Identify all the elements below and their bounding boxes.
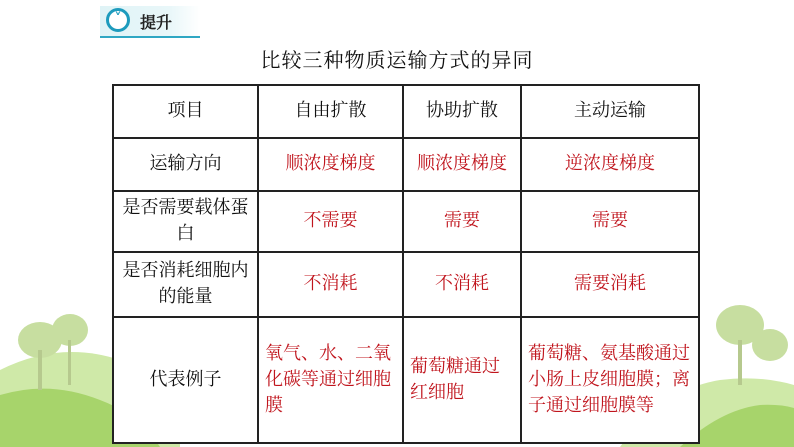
top-bar <box>0 0 794 40</box>
row-label: 代表例子 <box>113 317 258 443</box>
badge-underline <box>100 36 200 38</box>
table-row <box>113 191 699 252</box>
column-header: 自由扩散 <box>258 85 403 138</box>
table-row <box>113 252 699 317</box>
section-badge-label: 提升 <box>140 13 173 32</box>
chevron-down-icon: ˅ <box>106 8 130 32</box>
table-cell: 氧气、水、二氧化碳等通过细胞膜 <box>258 317 403 443</box>
column-header: 主动运输 <box>521 85 699 138</box>
comparison-table <box>112 84 700 444</box>
column-header: 协助扩散 <box>403 85 521 138</box>
column-header: 项目 <box>113 85 258 138</box>
table-cell: 不消耗 <box>258 252 403 317</box>
table-header-row <box>113 85 699 138</box>
table-row <box>113 138 699 191</box>
table-cell: 顺浓度梯度 <box>258 138 403 191</box>
table-cell: 不消耗 <box>403 252 521 317</box>
page-title: 比较三种物质运输方式的异同 <box>260 48 534 72</box>
row-label: 运输方向 <box>113 138 258 191</box>
table-cell: 逆浓度梯度 <box>521 138 699 191</box>
table-cell: 葡萄糖通过红细胞 <box>403 317 521 443</box>
table-cell: 顺浓度梯度 <box>403 138 521 191</box>
table-cell: 不需要 <box>258 191 403 252</box>
row-label: 是否需要载体蛋白 <box>113 191 258 252</box>
table-cell: 葡萄糖、氨基酸通过小肠上皮细胞膜；离子通过细胞膜等 <box>521 317 699 443</box>
table-cell: 需要 <box>521 191 699 252</box>
table-cell: 需要消耗 <box>521 252 699 317</box>
row-label: 是否消耗细胞内的能量 <box>113 252 258 317</box>
table-row <box>113 317 699 443</box>
table-cell: 需要 <box>403 191 521 252</box>
